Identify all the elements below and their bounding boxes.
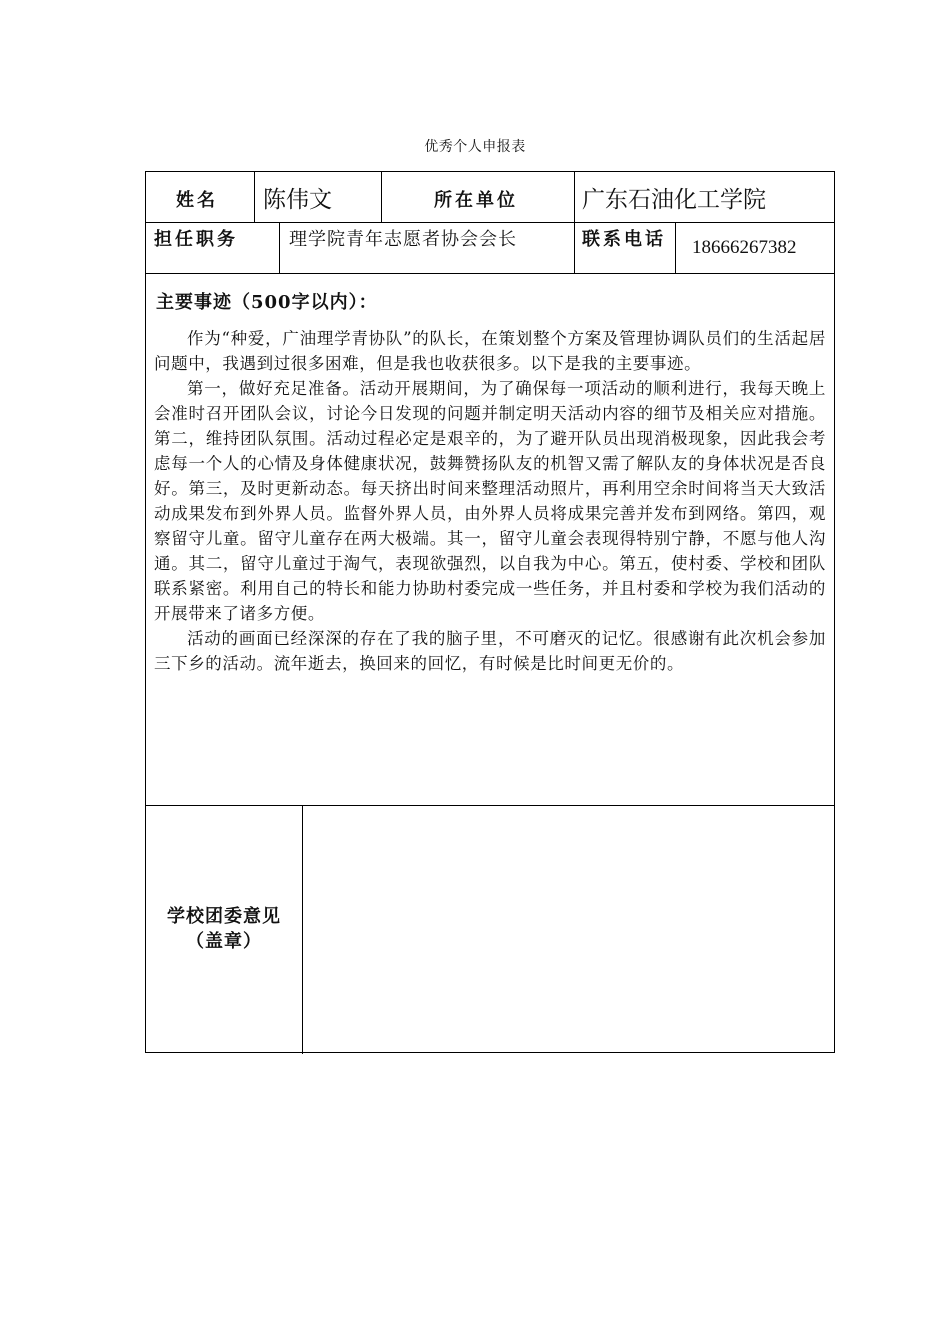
column-divider: [675, 222, 676, 273]
deeds-paragraph: 作为“种爱，广油理学青协队”的队长，在策划整个方案及管理协调队员们的生活起居问题中，我遇到过很多困难，但是我也收获很多。以下是我的主要事迹。: [154, 329, 826, 373]
deeds-paragraph: 第一，做好充足准备。活动开展期间，为了确保每一项活动的顺利进行，我每天晚上会准时召开团队会议，讨论今日发现的问题并制定明天活动内容的细节及相关应对措施。第二，维持团队氛围。活动过程必定是艰辛的，为了避开队员出现消极现象，因此我会考虑每一个人的心情及身体健康状况，鼓舞赞扬队友的机智又需了解队友的身体状况是否良好。第三，及时更新动态。每天挤出时间来整理活动照片，再利用空余时间将当天大致活动成果发布到外界人员。监督外界人员，由外界人员将成果完善并发布到网络。第四，观察留守儿童。留守儿童存在两大极端。其一，留守儿童会表现得特别宁静，不愿与他人沟通。其二，留守儿童过于淘气，表现欲强烈，以自我为中心。第五，使村委、学校和团队联系紧密。利用自己的特长和能力协助村委完成一些任务，并且村委和学校为我们活动的开展带来了诸多方便。: [154, 379, 826, 623]
deeds-paragraph: 活动的画面已经深深的存在了我的脑子里，不可磨灭的记忆。很感谢有此次机会参加三下乡的活动。流年逝去，换回来的回忆，有时候是比时间更无价的。: [154, 629, 826, 673]
position-label: 担任职务: [154, 229, 238, 250]
position-value: 理学院青年志愿者协会会长: [289, 229, 517, 250]
phone-label: 联系电话: [582, 229, 666, 250]
phone-value: 18666267382: [692, 237, 797, 258]
name-value: 陈伟文: [263, 187, 332, 213]
column-divider: [254, 172, 255, 222]
opinion-content-area: [303, 806, 835, 1053]
opinion-label: [146, 904, 302, 954]
document-title: 优秀个人申报表: [424, 139, 526, 155]
column-divider: [381, 172, 382, 222]
name-label: 姓名: [176, 190, 218, 211]
row-divider: [146, 222, 834, 223]
row-divider: [146, 273, 834, 274]
opinion-label-line1: 学校团委意见: [167, 906, 281, 927]
unit-label: 所在单位: [434, 190, 518, 211]
opinion-label-line2: （盖章）: [186, 931, 262, 952]
application-form-table: [145, 171, 835, 1053]
unit-value: 广东石油化工学院: [582, 187, 766, 213]
deeds-body: [154, 326, 826, 676]
deeds-heading: 主要事迹（500字以内）：: [156, 292, 378, 313]
column-divider: [574, 172, 575, 273]
column-divider: [279, 222, 280, 273]
